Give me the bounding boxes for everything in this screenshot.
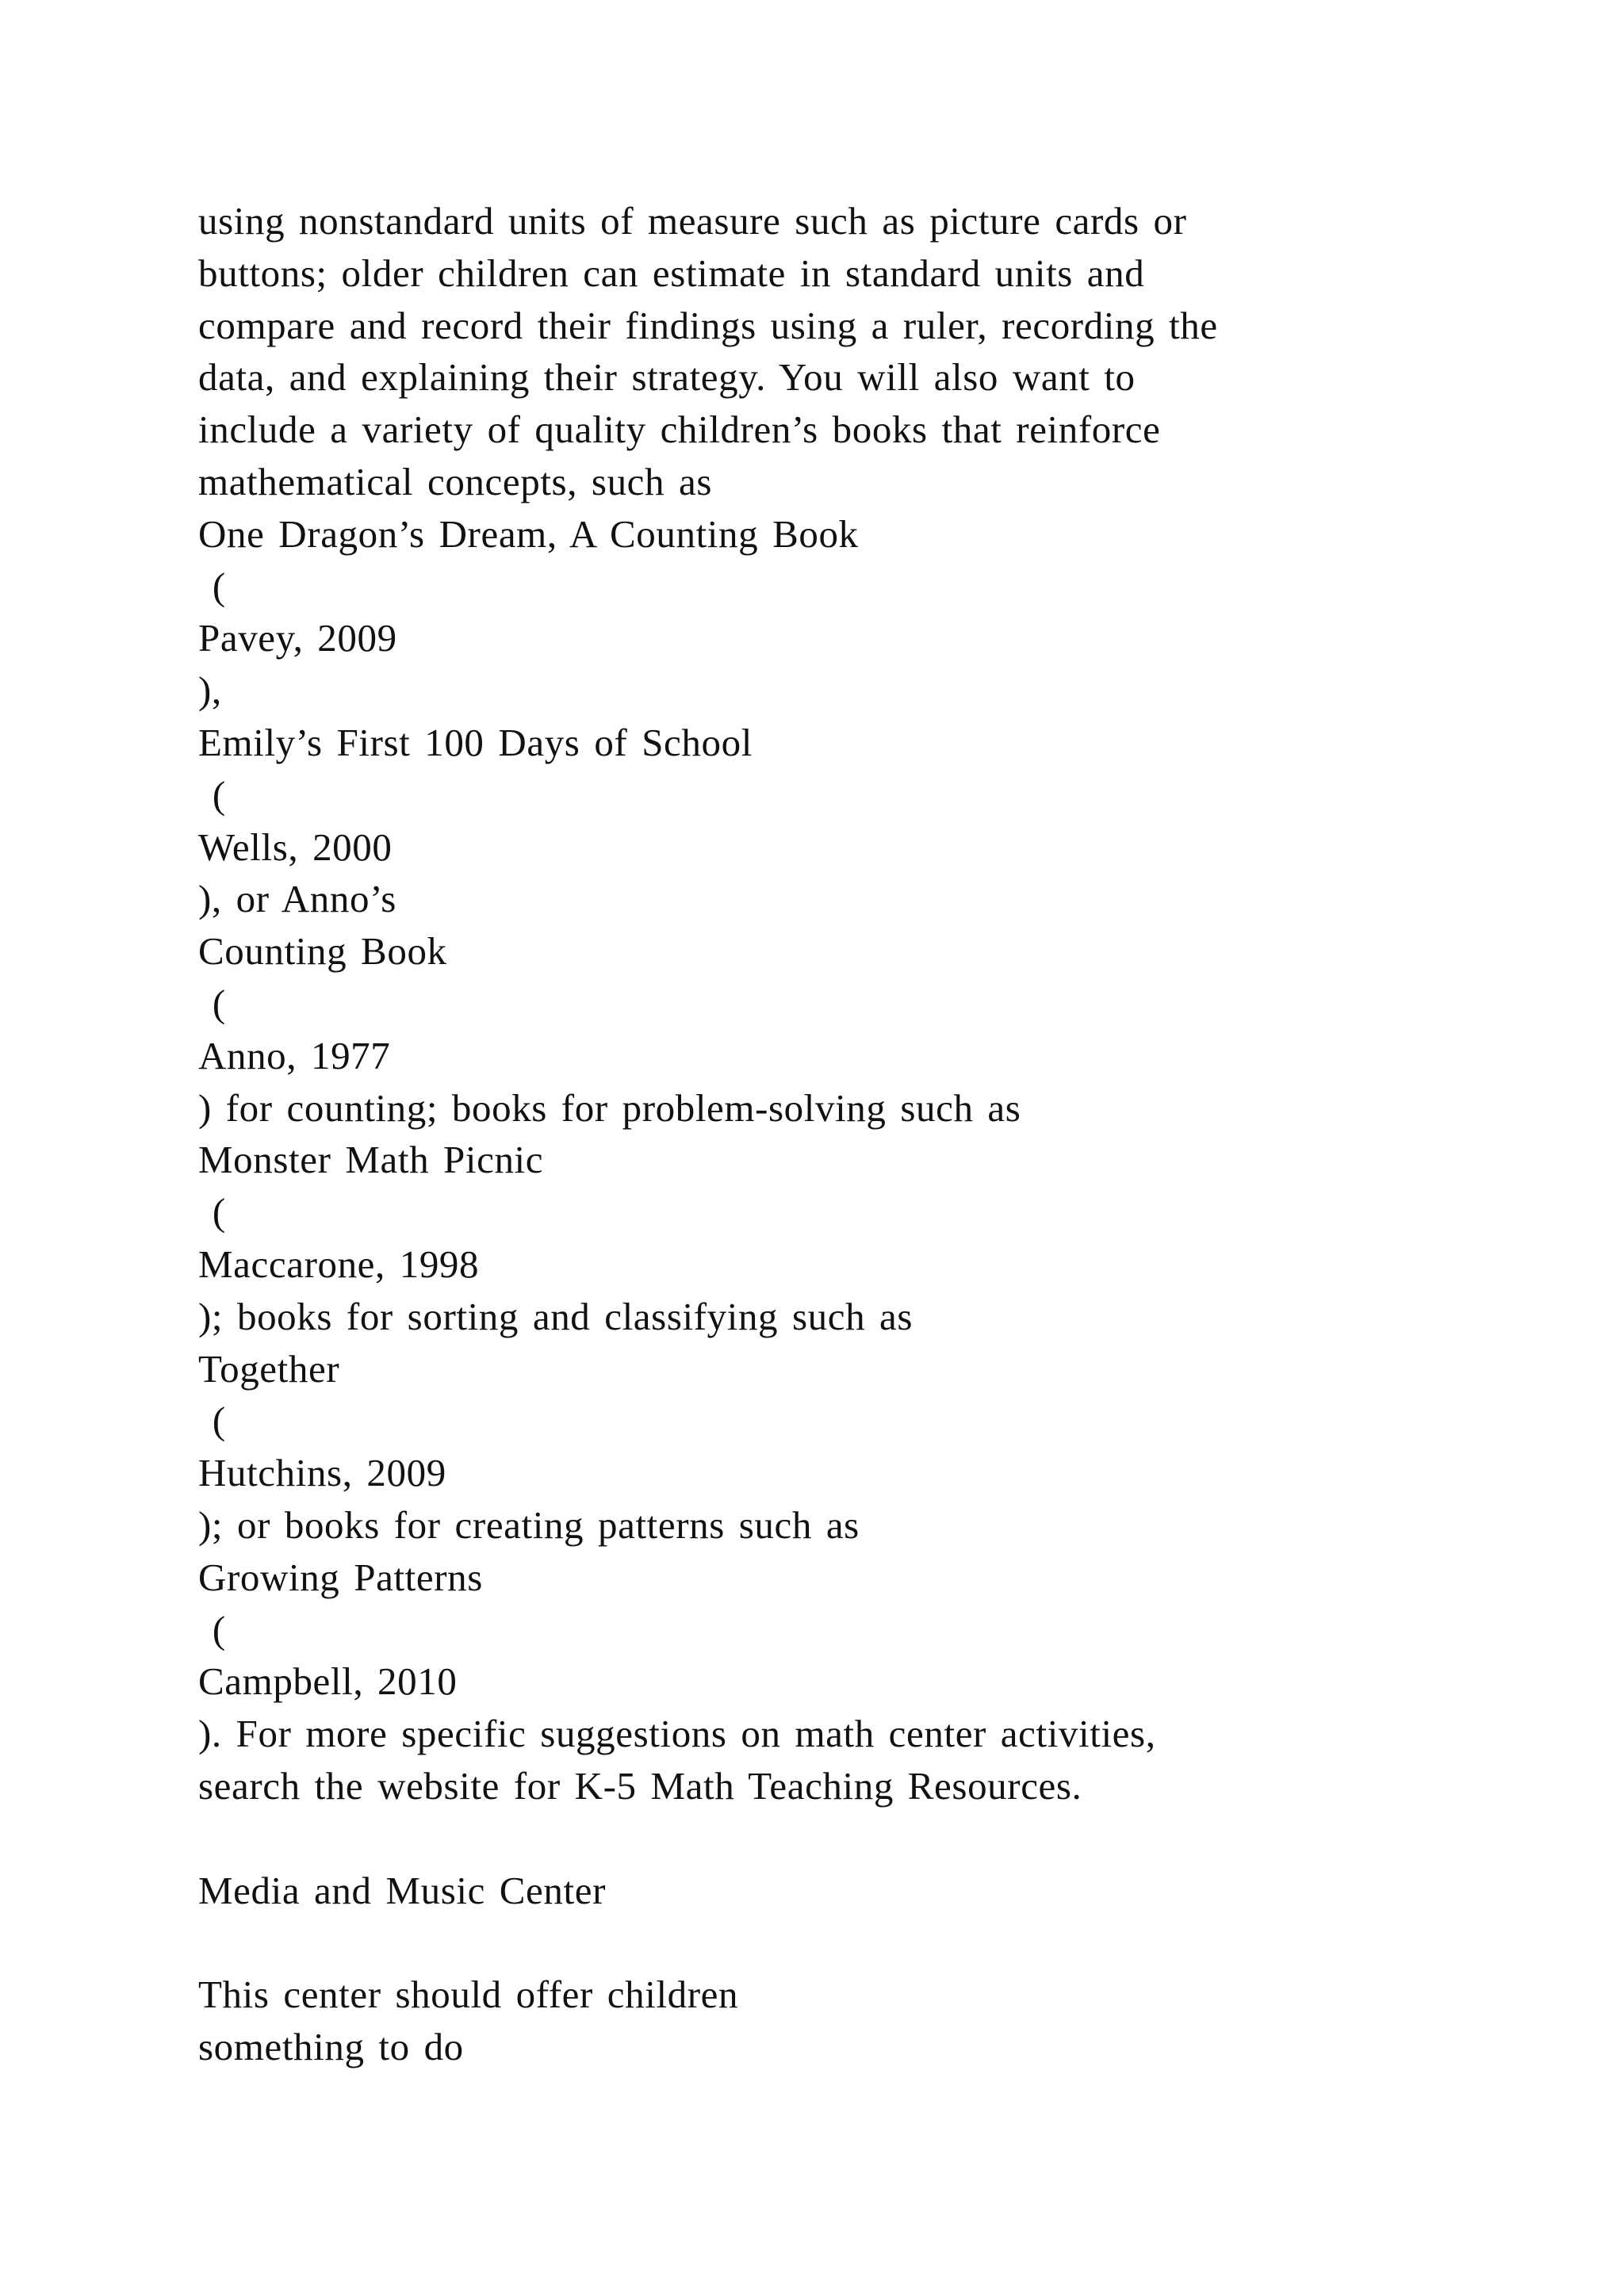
citation-line: Pavey, 2009 (198, 616, 397, 660)
citation-close-line: ), (198, 668, 222, 713)
text-line: This center should offer children (198, 1973, 739, 2017)
citation-open-paren: ( (198, 564, 226, 608)
section-heading: Media and Music Center (198, 1868, 606, 1912)
text-line: data, and explaining their strategy. You will also want to (198, 355, 1136, 400)
text-line: something to do (198, 2024, 464, 2068)
citation-close-line: ) for counting; books for problem-solving such as (198, 1085, 1021, 1130)
text-line: using nonstandard units of measure such as picture cards or (198, 199, 1187, 243)
citation-open-paren: ( (198, 772, 226, 817)
book-title-line: Emily’s First 100 Days of School (198, 720, 753, 764)
citation-line: Maccarone, 1998 (198, 1242, 480, 1286)
book-title-line: One Dragon’s Dream, A Counting Book (198, 511, 859, 556)
citation-close-line: ); or books for creating patterns such as (198, 1502, 860, 1547)
citation-open-paren: ( (198, 1399, 226, 1443)
citation-line: Hutchins, 2009 (198, 1451, 446, 1495)
book-title-line: Together (198, 1346, 340, 1391)
citation-open-paren: ( (198, 1607, 226, 1651)
text-line: mathematical concepts, such as (198, 459, 712, 503)
text-line: compare and record their findings using a ruler, recording the (198, 303, 1218, 347)
citation-open-paren: ( (198, 981, 226, 1025)
citation-close-line: ). For more specific suggestions on math center activities, (198, 1712, 1156, 1756)
citation-line: Anno, 1977 (198, 1033, 391, 1077)
text-line: buttons; older children can estimate in standard units and (198, 251, 1145, 295)
citation-line: Wells, 2000 (198, 825, 393, 869)
book-title-line: Growing Patterns (198, 1555, 483, 1599)
text-line: include a variety of quality children’s books that reinforce (198, 408, 1161, 452)
blank-line (198, 1916, 1435, 1969)
citation-close-line: ); books for sorting and classifying such as (198, 1294, 914, 1338)
book-title-line: Monster Math Picnic (198, 1138, 544, 1182)
text-line: search the website for K-5 Math Teaching Resources. (198, 1763, 1082, 1808)
book-title-line: Counting Book (198, 929, 447, 974)
body-text (198, 195, 1435, 2073)
citation-open-paren: ( (198, 1190, 226, 1234)
citation-line: Campbell, 2010 (198, 1659, 458, 1704)
blank-line (198, 1812, 1435, 1865)
citation-close-line: ), or Anno’s (198, 877, 396, 921)
